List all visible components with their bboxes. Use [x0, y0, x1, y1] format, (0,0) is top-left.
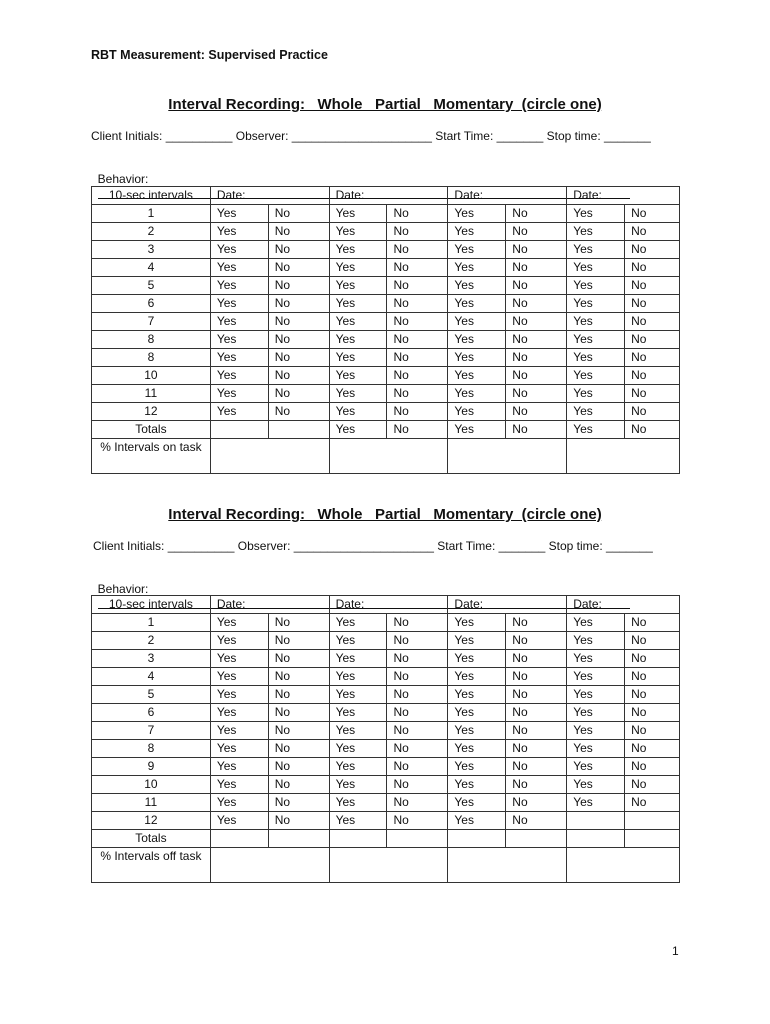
- date-header-cell: Date:: [448, 596, 567, 614]
- no-option-cell[interactable]: No: [268, 704, 329, 722]
- yes-option-cell[interactable]: Yes: [210, 722, 268, 740]
- interval-number-cell: 12: [92, 812, 211, 830]
- section-2-interval-table: [91, 595, 680, 883]
- table-row: [92, 223, 680, 241]
- totals-label-cell: Totals: [92, 830, 211, 848]
- yes-option-cell[interactable]: Yes: [329, 205, 387, 223]
- no-option-cell[interactable]: No: [625, 758, 680, 776]
- percent-value-cell[interactable]: [448, 848, 567, 883]
- yes-option-cell[interactable]: Yes: [210, 403, 268, 421]
- no-option-cell[interactable]: No: [268, 277, 329, 295]
- yes-option-cell[interactable]: Yes: [210, 776, 268, 794]
- yes-option-cell[interactable]: Yes: [448, 650, 506, 668]
- no-option-cell[interactable]: No: [625, 349, 680, 367]
- interval-number-cell: 3: [92, 650, 211, 668]
- no-option-cell[interactable]: No: [387, 223, 448, 241]
- no-option-cell[interactable]: No: [625, 794, 680, 812]
- no-option-cell[interactable]: No: [506, 403, 567, 421]
- no-option-cell[interactable]: No: [387, 794, 448, 812]
- yes-option-cell[interactable]: Yes: [448, 686, 506, 704]
- no-option-cell[interactable]: No: [387, 668, 448, 686]
- yes-option-cell[interactable]: Yes: [448, 740, 506, 758]
- table-row: [92, 650, 680, 668]
- no-option-cell[interactable]: No: [387, 776, 448, 794]
- yes-option-cell[interactable]: Yes: [448, 367, 506, 385]
- document-header: RBT Measurement: Supervised Practice: [91, 48, 328, 62]
- yes-option-cell[interactable]: Yes: [567, 704, 625, 722]
- interval-number-cell: 6: [92, 704, 211, 722]
- table-row: [92, 686, 680, 704]
- table-row: [92, 794, 680, 812]
- no-option-cell[interactable]: No: [625, 241, 680, 259]
- interval-number-cell: 5: [92, 277, 211, 295]
- interval-header-cell: 10-sec intervals: [92, 187, 211, 205]
- no-option-cell[interactable]: No: [268, 614, 329, 632]
- yes-option-cell[interactable]: Yes: [329, 223, 387, 241]
- interval-number-cell: 8: [92, 740, 211, 758]
- table-row: [92, 758, 680, 776]
- no-option-cell[interactable]: No: [268, 367, 329, 385]
- behavior-label: Behavior:: [97, 582, 149, 596]
- table-row: [92, 812, 680, 830]
- percent-label-cell: % Intervals off task: [92, 848, 211, 883]
- yes-option-cell[interactable]: Yes: [448, 758, 506, 776]
- yes-option-cell[interactable]: Yes: [329, 349, 387, 367]
- no-option-cell[interactable]: No: [268, 313, 329, 331]
- yes-option-cell[interactable]: Yes: [329, 758, 387, 776]
- table-row: [92, 740, 680, 758]
- yes-option-cell[interactable]: Yes: [448, 313, 506, 331]
- yes-option-cell[interactable]: Yes: [210, 259, 268, 277]
- yes-option-cell[interactable]: Yes: [448, 277, 506, 295]
- interval-number-cell: 7: [92, 722, 211, 740]
- no-option-cell[interactable]: No: [387, 295, 448, 313]
- no-option-cell[interactable]: No: [387, 704, 448, 722]
- percent-row: [92, 439, 680, 474]
- yes-option-cell[interactable]: Yes: [329, 740, 387, 758]
- percent-value-cell[interactable]: [448, 439, 567, 474]
- yes-option-cell[interactable]: Yes: [210, 704, 268, 722]
- yes-option-cell[interactable]: Yes: [567, 241, 625, 259]
- yes-option-cell[interactable]: Yes: [448, 223, 506, 241]
- totals-no-cell[interactable]: [625, 830, 680, 848]
- interval-number-cell: 10: [92, 776, 211, 794]
- no-option-cell[interactable]: No: [506, 241, 567, 259]
- section-1-title: Interval Recording: Whole Partial Momentary (circle one): [168, 96, 602, 113]
- interval-number-cell: 1: [92, 205, 211, 223]
- no-option-cell[interactable]: No: [268, 403, 329, 421]
- interval-header-cell: 10-sec intervals: [92, 596, 211, 614]
- no-option-cell[interactable]: No: [268, 686, 329, 704]
- no-option-cell[interactable]: No: [506, 812, 567, 830]
- no-option-cell[interactable]: No: [506, 668, 567, 686]
- yes-option-cell[interactable]: Yes: [210, 650, 268, 668]
- no-option-cell[interactable]: No: [506, 614, 567, 632]
- yes-option-cell[interactable]: Yes: [210, 367, 268, 385]
- table-row: [92, 614, 680, 632]
- no-option-cell[interactable]: No: [387, 349, 448, 367]
- section-2-title: Interval Recording: Whole Partial Momentary (circle one): [168, 506, 602, 523]
- yes-option-cell[interactable]: Yes: [567, 740, 625, 758]
- section-1-fields: Client Initials: __________ Observer: _____________________ Start Time: _______ Stop time: _______: [91, 129, 651, 143]
- no-option-cell[interactable]: No: [387, 367, 448, 385]
- no-option-cell[interactable]: No: [506, 331, 567, 349]
- no-option-cell[interactable]: No: [387, 686, 448, 704]
- yes-option-cell[interactable]: Yes: [329, 632, 387, 650]
- yes-option-cell[interactable]: Yes: [448, 704, 506, 722]
- totals-no-cell[interactable]: No: [387, 421, 448, 439]
- no-option-cell[interactable]: No: [506, 259, 567, 277]
- yes-option-cell[interactable]: Yes: [210, 313, 268, 331]
- percent-value-cell[interactable]: [329, 848, 448, 883]
- table-row: [92, 668, 680, 686]
- no-option-cell[interactable]: No: [625, 704, 680, 722]
- yes-option-cell[interactable]: Yes: [567, 614, 625, 632]
- yes-option-cell[interactable]: Yes: [567, 277, 625, 295]
- date-header-cell: Date:: [329, 596, 448, 614]
- yes-option-cell[interactable]: Yes: [210, 277, 268, 295]
- table-row: [92, 331, 680, 349]
- yes-option-cell[interactable]: Yes: [329, 259, 387, 277]
- no-option-cell[interactable]: No: [506, 313, 567, 331]
- table-row: [92, 632, 680, 650]
- no-option-cell[interactable]: No: [387, 650, 448, 668]
- no-option-cell[interactable]: No: [387, 313, 448, 331]
- yes-option-cell[interactable]: Yes: [329, 331, 387, 349]
- yes-option-cell[interactable]: Yes: [329, 776, 387, 794]
- page-number: 1: [672, 944, 679, 958]
- yes-option-cell[interactable]: Yes: [567, 367, 625, 385]
- no-option-cell[interactable]: No: [625, 277, 680, 295]
- interval-number-cell: 2: [92, 223, 211, 241]
- no-option-cell[interactable]: No: [268, 650, 329, 668]
- table-header-row: [92, 187, 680, 205]
- table-row: [92, 385, 680, 403]
- no-option-cell[interactable]: No: [268, 740, 329, 758]
- no-option-cell[interactable]: No: [625, 632, 680, 650]
- table-row: [92, 349, 680, 367]
- no-option-cell[interactable]: No: [506, 722, 567, 740]
- totals-no-cell[interactable]: No: [506, 421, 567, 439]
- percent-row: [92, 848, 680, 883]
- yes-option-cell[interactable]: Yes: [567, 223, 625, 241]
- no-option-cell[interactable]: No: [625, 776, 680, 794]
- table-row: [92, 367, 680, 385]
- no-option-cell[interactable]: No: [268, 668, 329, 686]
- date-header-cell: Date:: [210, 596, 329, 614]
- no-option-cell[interactable]: No: [625, 295, 680, 313]
- yes-option-cell[interactable]: Yes: [567, 349, 625, 367]
- no-option-cell[interactable]: No: [387, 277, 448, 295]
- no-option-cell[interactable]: No: [268, 632, 329, 650]
- table-row: [92, 403, 680, 421]
- interval-number-cell: 12: [92, 403, 211, 421]
- yes-option-cell[interactable]: Yes: [448, 385, 506, 403]
- no-option-cell[interactable]: No: [268, 241, 329, 259]
- table-header-row: [92, 596, 680, 614]
- no-option-cell[interactable]: No: [625, 650, 680, 668]
- no-option-cell[interactable]: [625, 812, 680, 830]
- yes-option-cell[interactable]: Yes: [210, 668, 268, 686]
- table-row: [92, 704, 680, 722]
- no-option-cell[interactable]: No: [506, 686, 567, 704]
- percent-value-cell[interactable]: [329, 439, 448, 474]
- totals-yes-cell[interactable]: [567, 830, 625, 848]
- yes-option-cell[interactable]: Yes: [210, 205, 268, 223]
- yes-option-cell[interactable]: Yes: [329, 650, 387, 668]
- no-option-cell[interactable]: No: [625, 205, 680, 223]
- interval-number-cell: 3: [92, 241, 211, 259]
- no-option-cell[interactable]: No: [506, 758, 567, 776]
- no-option-cell[interactable]: No: [506, 205, 567, 223]
- no-option-cell[interactable]: No: [387, 385, 448, 403]
- table-row: [92, 259, 680, 277]
- no-option-cell[interactable]: No: [506, 349, 567, 367]
- no-option-cell[interactable]: No: [268, 776, 329, 794]
- interval-number-cell: 7: [92, 313, 211, 331]
- table-row: [92, 776, 680, 794]
- interval-number-cell: 10: [92, 367, 211, 385]
- yes-option-cell[interactable]: Yes: [448, 349, 506, 367]
- interval-number-cell: 6: [92, 295, 211, 313]
- yes-option-cell[interactable]: Yes: [567, 403, 625, 421]
- yes-option-cell[interactable]: Yes: [567, 205, 625, 223]
- yes-option-cell[interactable]: Yes: [448, 241, 506, 259]
- no-option-cell[interactable]: No: [625, 385, 680, 403]
- yes-option-cell[interactable]: Yes: [210, 295, 268, 313]
- yes-option-cell[interactable]: Yes: [329, 295, 387, 313]
- no-option-cell[interactable]: No: [625, 367, 680, 385]
- totals-yes-cell[interactable]: [210, 421, 268, 439]
- behavior-label: Behavior:: [97, 172, 149, 186]
- yes-option-cell[interactable]: Yes: [567, 686, 625, 704]
- yes-option-cell[interactable]: Yes: [448, 794, 506, 812]
- totals-yes-cell[interactable]: Yes: [448, 421, 506, 439]
- no-option-cell[interactable]: No: [506, 277, 567, 295]
- yes-option-cell[interactable]: Yes: [448, 632, 506, 650]
- interval-number-cell: 2: [92, 632, 211, 650]
- yes-option-cell[interactable]: Yes: [329, 668, 387, 686]
- totals-row: [92, 421, 680, 439]
- date-header-cell: Date:: [210, 187, 329, 205]
- no-option-cell[interactable]: No: [506, 385, 567, 403]
- percent-value-cell[interactable]: [210, 439, 329, 474]
- totals-no-cell[interactable]: [268, 830, 329, 848]
- yes-option-cell[interactable]: Yes: [448, 205, 506, 223]
- no-option-cell[interactable]: No: [268, 259, 329, 277]
- no-option-cell[interactable]: No: [268, 205, 329, 223]
- no-option-cell[interactable]: No: [387, 241, 448, 259]
- percent-value-cell[interactable]: [567, 439, 680, 474]
- no-option-cell[interactable]: No: [387, 403, 448, 421]
- totals-yes-cell[interactable]: [210, 830, 268, 848]
- yes-option-cell[interactable]: Yes: [329, 241, 387, 259]
- yes-option-cell[interactable]: Yes: [567, 313, 625, 331]
- no-option-cell[interactable]: No: [506, 794, 567, 812]
- no-option-cell[interactable]: No: [268, 385, 329, 403]
- yes-option-cell[interactable]: Yes: [210, 385, 268, 403]
- yes-option-cell[interactable]: Yes: [567, 259, 625, 277]
- yes-option-cell[interactable]: Yes: [448, 812, 506, 830]
- yes-option-cell[interactable]: Yes: [448, 722, 506, 740]
- yes-option-cell[interactable]: Yes: [567, 650, 625, 668]
- yes-option-cell[interactable]: Yes: [329, 812, 387, 830]
- table-row: [92, 295, 680, 313]
- yes-option-cell[interactable]: Yes: [567, 385, 625, 403]
- yes-option-cell[interactable]: Yes: [329, 686, 387, 704]
- yes-option-cell[interactable]: Yes: [210, 794, 268, 812]
- no-option-cell[interactable]: No: [506, 223, 567, 241]
- totals-no-cell[interactable]: [506, 830, 567, 848]
- no-option-cell[interactable]: No: [268, 331, 329, 349]
- table-row: [92, 722, 680, 740]
- no-option-cell[interactable]: No: [625, 331, 680, 349]
- yes-option-cell[interactable]: [567, 812, 625, 830]
- yes-option-cell[interactable]: Yes: [448, 403, 506, 421]
- totals-no-cell[interactable]: No: [625, 421, 680, 439]
- table-row: [92, 241, 680, 259]
- yes-option-cell[interactable]: Yes: [210, 223, 268, 241]
- yes-option-cell[interactable]: Yes: [210, 241, 268, 259]
- yes-option-cell[interactable]: Yes: [210, 632, 268, 650]
- no-option-cell[interactable]: No: [268, 349, 329, 367]
- date-header-cell: Date:: [567, 596, 680, 614]
- yes-option-cell[interactable]: Yes: [448, 776, 506, 794]
- no-option-cell[interactable]: No: [625, 223, 680, 241]
- percent-label-cell: % Intervals on task: [92, 439, 211, 474]
- interval-number-cell: 4: [92, 259, 211, 277]
- interval-number-cell: 5: [92, 686, 211, 704]
- no-option-cell[interactable]: No: [625, 668, 680, 686]
- no-option-cell[interactable]: No: [625, 403, 680, 421]
- no-option-cell[interactable]: No: [387, 758, 448, 776]
- no-option-cell[interactable]: No: [387, 722, 448, 740]
- no-option-cell[interactable]: No: [506, 740, 567, 758]
- yes-option-cell[interactable]: Yes: [567, 794, 625, 812]
- table-row: [92, 205, 680, 223]
- no-option-cell[interactable]: No: [268, 223, 329, 241]
- interval-number-cell: 4: [92, 668, 211, 686]
- totals-yes-cell[interactable]: [329, 830, 387, 848]
- date-header-cell: Date:: [329, 187, 448, 205]
- yes-option-cell[interactable]: Yes: [567, 776, 625, 794]
- yes-option-cell[interactable]: Yes: [448, 331, 506, 349]
- yes-option-cell[interactable]: Yes: [448, 259, 506, 277]
- no-option-cell[interactable]: No: [625, 259, 680, 277]
- no-option-cell[interactable]: No: [387, 205, 448, 223]
- interval-number-cell: 8: [92, 331, 211, 349]
- table-row: [92, 313, 680, 331]
- no-option-cell[interactable]: No: [506, 632, 567, 650]
- yes-option-cell[interactable]: Yes: [567, 331, 625, 349]
- no-option-cell[interactable]: No: [268, 812, 329, 830]
- yes-option-cell[interactable]: Yes: [567, 632, 625, 650]
- interval-number-cell: 9: [92, 758, 211, 776]
- no-option-cell[interactable]: No: [625, 614, 680, 632]
- totals-no-cell[interactable]: [387, 830, 448, 848]
- yes-option-cell[interactable]: Yes: [567, 758, 625, 776]
- yes-option-cell[interactable]: Yes: [210, 686, 268, 704]
- no-option-cell[interactable]: No: [387, 614, 448, 632]
- yes-option-cell[interactable]: Yes: [448, 614, 506, 632]
- no-option-cell[interactable]: No: [625, 722, 680, 740]
- yes-option-cell[interactable]: Yes: [329, 722, 387, 740]
- no-option-cell[interactable]: No: [387, 740, 448, 758]
- yes-option-cell[interactable]: Yes: [567, 722, 625, 740]
- no-option-cell[interactable]: No: [506, 295, 567, 313]
- yes-option-cell[interactable]: Yes: [329, 794, 387, 812]
- no-option-cell[interactable]: No: [625, 686, 680, 704]
- yes-option-cell[interactable]: Yes: [210, 331, 268, 349]
- no-option-cell[interactable]: No: [506, 704, 567, 722]
- yes-option-cell[interactable]: Yes: [210, 349, 268, 367]
- no-option-cell[interactable]: No: [506, 367, 567, 385]
- date-header-cell: Date:: [567, 187, 680, 205]
- table-row: [92, 277, 680, 295]
- no-option-cell[interactable]: No: [625, 740, 680, 758]
- no-option-cell[interactable]: No: [625, 313, 680, 331]
- yes-option-cell[interactable]: Yes: [329, 277, 387, 295]
- percent-value-cell[interactable]: [210, 848, 329, 883]
- yes-option-cell[interactable]: Yes: [329, 313, 387, 331]
- totals-row: [92, 830, 680, 848]
- totals-label-cell: Totals: [92, 421, 211, 439]
- no-option-cell[interactable]: No: [387, 812, 448, 830]
- no-option-cell[interactable]: No: [506, 776, 567, 794]
- section-1-interval-table: [91, 186, 680, 474]
- interval-number-cell: 8: [92, 349, 211, 367]
- totals-yes-cell[interactable]: Yes: [329, 421, 387, 439]
- no-option-cell[interactable]: No: [387, 259, 448, 277]
- no-option-cell[interactable]: No: [268, 758, 329, 776]
- interval-number-cell: 11: [92, 385, 211, 403]
- percent-value-cell[interactable]: [567, 848, 680, 883]
- totals-yes-cell[interactable]: Yes: [567, 421, 625, 439]
- yes-option-cell[interactable]: Yes: [448, 295, 506, 313]
- yes-option-cell[interactable]: Yes: [329, 704, 387, 722]
- totals-no-cell[interactable]: [268, 421, 329, 439]
- section-2-fields: Client Initials: __________ Observer: _____________________ Start Time: _______ Stop time: _______: [93, 539, 653, 553]
- no-option-cell[interactable]: No: [387, 632, 448, 650]
- date-header-cell: Date:: [448, 187, 567, 205]
- no-option-cell[interactable]: No: [268, 722, 329, 740]
- yes-option-cell[interactable]: Yes: [329, 403, 387, 421]
- yes-option-cell[interactable]: Yes: [448, 668, 506, 686]
- yes-option-cell[interactable]: Yes: [210, 812, 268, 830]
- yes-option-cell[interactable]: Yes: [329, 385, 387, 403]
- interval-number-cell: 11: [92, 794, 211, 812]
- totals-yes-cell[interactable]: [448, 830, 506, 848]
- yes-option-cell[interactable]: Yes: [210, 614, 268, 632]
- yes-option-cell[interactable]: Yes: [210, 758, 268, 776]
- yes-option-cell[interactable]: Yes: [567, 295, 625, 313]
- yes-option-cell[interactable]: Yes: [329, 367, 387, 385]
- yes-option-cell[interactable]: Yes: [210, 740, 268, 758]
- no-option-cell[interactable]: No: [387, 331, 448, 349]
- no-option-cell[interactable]: No: [268, 794, 329, 812]
- no-option-cell[interactable]: No: [268, 295, 329, 313]
- no-option-cell[interactable]: No: [506, 650, 567, 668]
- yes-option-cell[interactable]: Yes: [567, 668, 625, 686]
- yes-option-cell[interactable]: Yes: [329, 614, 387, 632]
- interval-number-cell: 1: [92, 614, 211, 632]
